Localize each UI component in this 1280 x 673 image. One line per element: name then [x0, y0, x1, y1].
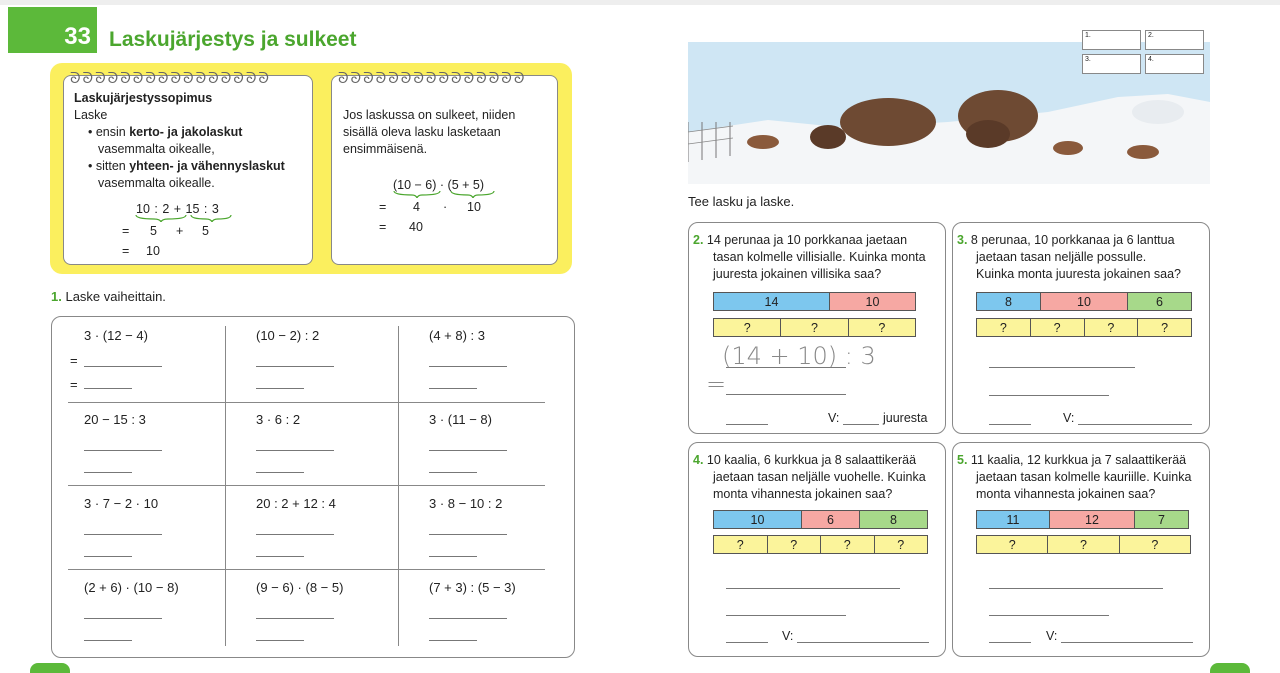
- rule-step-2-eq: =: [122, 244, 130, 258]
- rule-heading: Laskujärjestyssopimus: [74, 91, 213, 105]
- bar-segment: ?: [1048, 536, 1119, 553]
- answer-line[interactable]: [84, 366, 162, 367]
- exercise-1-grid: [51, 316, 575, 658]
- exercise-1-label: 1. Laske vaiheittain.: [51, 289, 166, 304]
- bar-segment: ?: [977, 536, 1048, 553]
- exercise-1-expression: (10 − 2) : 2: [256, 328, 320, 343]
- answer-line[interactable]: [989, 642, 1031, 643]
- exercise-5-text-3: monta vihannesta jokainen saa?: [976, 487, 1156, 501]
- answer-line[interactable]: [429, 640, 477, 641]
- exercise-1-expression: (4 + 8) : 3: [429, 328, 485, 343]
- answer-v-label: V:: [1063, 411, 1075, 425]
- answer-line[interactable]: [726, 424, 768, 425]
- bar-segment: ?: [768, 536, 822, 553]
- page-tab-right: [1210, 663, 1250, 673]
- paren-step-1-eq: =: [379, 200, 387, 214]
- brace-icon: [392, 190, 502, 198]
- answer-line[interactable]: [256, 534, 334, 535]
- brace-icon: [134, 214, 234, 222]
- answer-v-label: V:: [828, 411, 840, 425]
- paren-step-2-eq: =: [379, 220, 387, 234]
- paren-step-1-op: ·: [443, 200, 448, 214]
- handwritten-answer: (14 + 10) : 3: [722, 342, 876, 370]
- answer-line[interactable]: [84, 472, 132, 473]
- answer-line[interactable]: [256, 640, 304, 641]
- answer-v-label: V:: [1046, 629, 1058, 643]
- exercise-1-expression: 20 : 2 + 12 : 4: [256, 496, 336, 511]
- score-box-3[interactable]: 3.: [1082, 54, 1141, 74]
- bar-segment: 6: [1128, 293, 1191, 310]
- exercise-4-text-3: monta vihannesta jokainen saa?: [713, 487, 893, 501]
- equals-sign: =: [70, 377, 78, 392]
- bar-segment: ?: [977, 319, 1031, 336]
- bar-segment: ?: [1085, 319, 1139, 336]
- paren-step-2: 40: [409, 220, 423, 234]
- rule-intro: Laske: [74, 108, 108, 122]
- exercise-3-bar-top: [976, 292, 1192, 311]
- answer-line[interactable]: [989, 615, 1109, 616]
- rule-step-2: 10: [146, 244, 160, 258]
- exercise-1-expression: 3 · (11 − 8): [429, 412, 492, 427]
- answer-line[interactable]: [84, 640, 132, 641]
- answer-line[interactable]: [256, 556, 304, 557]
- spiral-rings: ᘐᘐᘐᘐᘐᘐᘐᘐᘐᘐᘐᘐᘐᘐᘐᘐ: [70, 70, 271, 87]
- handwritten-eq: =: [706, 370, 727, 398]
- answer-line[interactable]: [256, 450, 334, 451]
- bar-segment: ?: [1120, 536, 1190, 553]
- bar-segment: ?: [714, 319, 781, 336]
- score-box-1[interactable]: 1.: [1082, 30, 1141, 50]
- exercise-5-text-2: jaetaan tasan kolmelle kauriille. Kuinka: [976, 470, 1192, 484]
- bar-segment: ?: [1138, 319, 1191, 336]
- bar-segment: 14: [714, 293, 830, 310]
- bar-segment: ?: [875, 536, 928, 553]
- exercise-2-text-1: 2. 14 perunaa ja 10 porkkanaa jaetaan: [693, 233, 908, 247]
- paren-rule-line-3: ensimmäisenä.: [343, 142, 428, 156]
- answer-line[interactable]: [84, 556, 132, 557]
- answer-line[interactable]: [989, 588, 1163, 589]
- exercise-4-bar-bottom: [713, 535, 928, 554]
- paren-step-1-a: 4: [413, 200, 420, 214]
- exercise-3-text-3: Kuinka monta juuresta jokainen saa?: [976, 267, 1181, 281]
- answer-line[interactable]: [1061, 642, 1193, 643]
- bar-segment: 12: [1050, 511, 1135, 528]
- answer-line[interactable]: [84, 618, 162, 619]
- paren-step-1-b: 10: [467, 200, 481, 214]
- rule-step-1-b: 5: [202, 224, 209, 238]
- answer-line[interactable]: [1078, 424, 1192, 425]
- bar-segment: ?: [781, 319, 848, 336]
- answer-line[interactable]: [256, 366, 334, 367]
- bar-segment: 8: [977, 293, 1041, 310]
- answer-line[interactable]: [429, 618, 507, 619]
- page-tab-left: [30, 663, 70, 673]
- paren-example-expr: (10 − 6) · (5 + 5): [393, 178, 485, 192]
- answer-line[interactable]: [726, 615, 846, 616]
- spiral-rings: ᘐᘐᘐᘐᘐᘐᘐᘐᘐᘐᘐᘐᘐᘐᘐ: [338, 70, 527, 87]
- exercise-2-text-2: tasan kolmelle villisialle. Kuinka monta: [713, 250, 926, 264]
- exercise-1-expression: 3 · 7 − 2 · 10: [84, 496, 159, 511]
- answer-line[interactable]: [726, 394, 846, 395]
- answer-line[interactable]: [256, 388, 304, 389]
- exercise-4-text-2: jaetaan tasan neljälle vuohelle. Kuinka: [713, 470, 926, 484]
- bar-segment: 10: [1041, 293, 1128, 310]
- exercise-5-bar-bottom: [976, 535, 1191, 554]
- top-strip: [0, 0, 1280, 5]
- rule-bullet-1: • ensin kerto- ja jakolaskut: [88, 125, 243, 139]
- rule-example-expr: 10 : 2 + 15 : 3: [136, 202, 219, 216]
- grid-divider: [68, 569, 545, 570]
- exercise-1-expression: 20 − 15 : 3: [84, 412, 146, 427]
- exercise-2-bar-top: [713, 292, 916, 311]
- answer-line[interactable]: [989, 367, 1135, 368]
- exercise-3-text-1: 3. 8 perunaa, 10 porkkanaa ja 6 lanttua: [957, 233, 1175, 247]
- rule-step-1-a: 5: [150, 224, 157, 238]
- grid-divider: [398, 326, 399, 646]
- rule-step-1-eq: =: [122, 224, 130, 238]
- exercise-1-expression: (7 + 3) : (5 − 3): [429, 580, 516, 595]
- answer-line[interactable]: [989, 424, 1031, 425]
- bar-segment: 7: [1135, 511, 1188, 528]
- answer-line[interactable]: [256, 618, 334, 619]
- bar-segment: 6: [802, 511, 860, 528]
- answer-line[interactable]: [84, 388, 132, 389]
- grid-divider: [225, 326, 226, 646]
- answer-line[interactable]: [726, 367, 846, 368]
- grid-divider: [68, 402, 545, 403]
- answer-line[interactable]: [726, 642, 768, 643]
- lesson-number: 33: [8, 7, 97, 53]
- rule-step-1-op: +: [176, 224, 184, 238]
- exercise-2-text-3: juuresta jokainen villisika saa?: [713, 267, 882, 281]
- exercise-1-expression: 3 · 8 − 10 : 2: [429, 496, 503, 511]
- answer-line[interactable]: [797, 642, 929, 643]
- answer-line[interactable]: [843, 424, 879, 425]
- exercise-1-expression: 3 · 6 : 2: [256, 412, 301, 427]
- exercise-5-text-1: 5. 11 kaalia, 12 kurkkua ja 7 salaattikerää: [957, 453, 1187, 467]
- bar-segment: ?: [1031, 319, 1085, 336]
- bar-segment: 10: [714, 511, 802, 528]
- answer-line[interactable]: [429, 366, 507, 367]
- exercise-2-bar-bottom: [713, 318, 916, 337]
- exercise-5-bar-top: [976, 510, 1189, 529]
- bar-segment: ?: [849, 319, 915, 336]
- exercise-3-text-2: jaetaan tasan neljälle possulle.: [976, 250, 1147, 264]
- lesson-title: Laskujärjestys ja sulkeet: [109, 28, 357, 51]
- exercise-1-expression: (2 + 6) · (10 − 8): [84, 580, 179, 595]
- bar-segment: 11: [977, 511, 1050, 528]
- answer-line[interactable]: [726, 588, 900, 589]
- answer-line[interactable]: [429, 534, 507, 535]
- instruction: Tee lasku ja laske.: [688, 194, 795, 209]
- bar-segment: ?: [821, 536, 875, 553]
- exercise-4-bar-top: [713, 510, 928, 529]
- answer-unit: juuresta: [883, 411, 928, 425]
- bar-segment: 10: [830, 293, 915, 310]
- exercise-1-expression: (9 − 6) · (8 − 5): [256, 580, 344, 595]
- score-box-4[interactable]: 4.: [1145, 54, 1204, 74]
- bar-segment: ?: [714, 536, 768, 553]
- answer-line[interactable]: [429, 556, 477, 557]
- bar-segment: 8: [860, 511, 927, 528]
- exercise-4-text-1: 4. 10 kaalia, 6 kurkkua ja 8 salaattikerää: [693, 453, 917, 467]
- rule-card-right: [331, 70, 558, 265]
- rule-bullet-2: • sitten yhteen- ja vähennyslaskut: [88, 159, 285, 173]
- answer-line[interactable]: [256, 472, 304, 473]
- answer-line[interactable]: [429, 388, 477, 389]
- paren-rule-line-2: sisällä oleva lasku lasketaan: [343, 125, 501, 139]
- answer-line[interactable]: [84, 534, 162, 535]
- rule-bullet-1-cont: vasemmalta oikealle,: [98, 142, 215, 156]
- answer-line[interactable]: [429, 472, 477, 473]
- answer-line[interactable]: [429, 450, 507, 451]
- score-box-2[interactable]: 2.: [1145, 30, 1204, 50]
- rule-bullet-2-cont: vasemmalta oikealle.: [98, 176, 215, 190]
- exercise-1-expression: 3 · (12 − 4): [84, 328, 148, 343]
- grid-divider: [68, 485, 545, 486]
- exercise-3-bar-bottom: [976, 318, 1192, 337]
- paren-rule-line-1: Jos laskussa on sulkeet, niiden: [343, 108, 516, 122]
- answer-line[interactable]: [989, 395, 1109, 396]
- answer-line[interactable]: [84, 450, 162, 451]
- answer-v-label: V:: [782, 629, 794, 643]
- equals-sign: =: [70, 353, 78, 368]
